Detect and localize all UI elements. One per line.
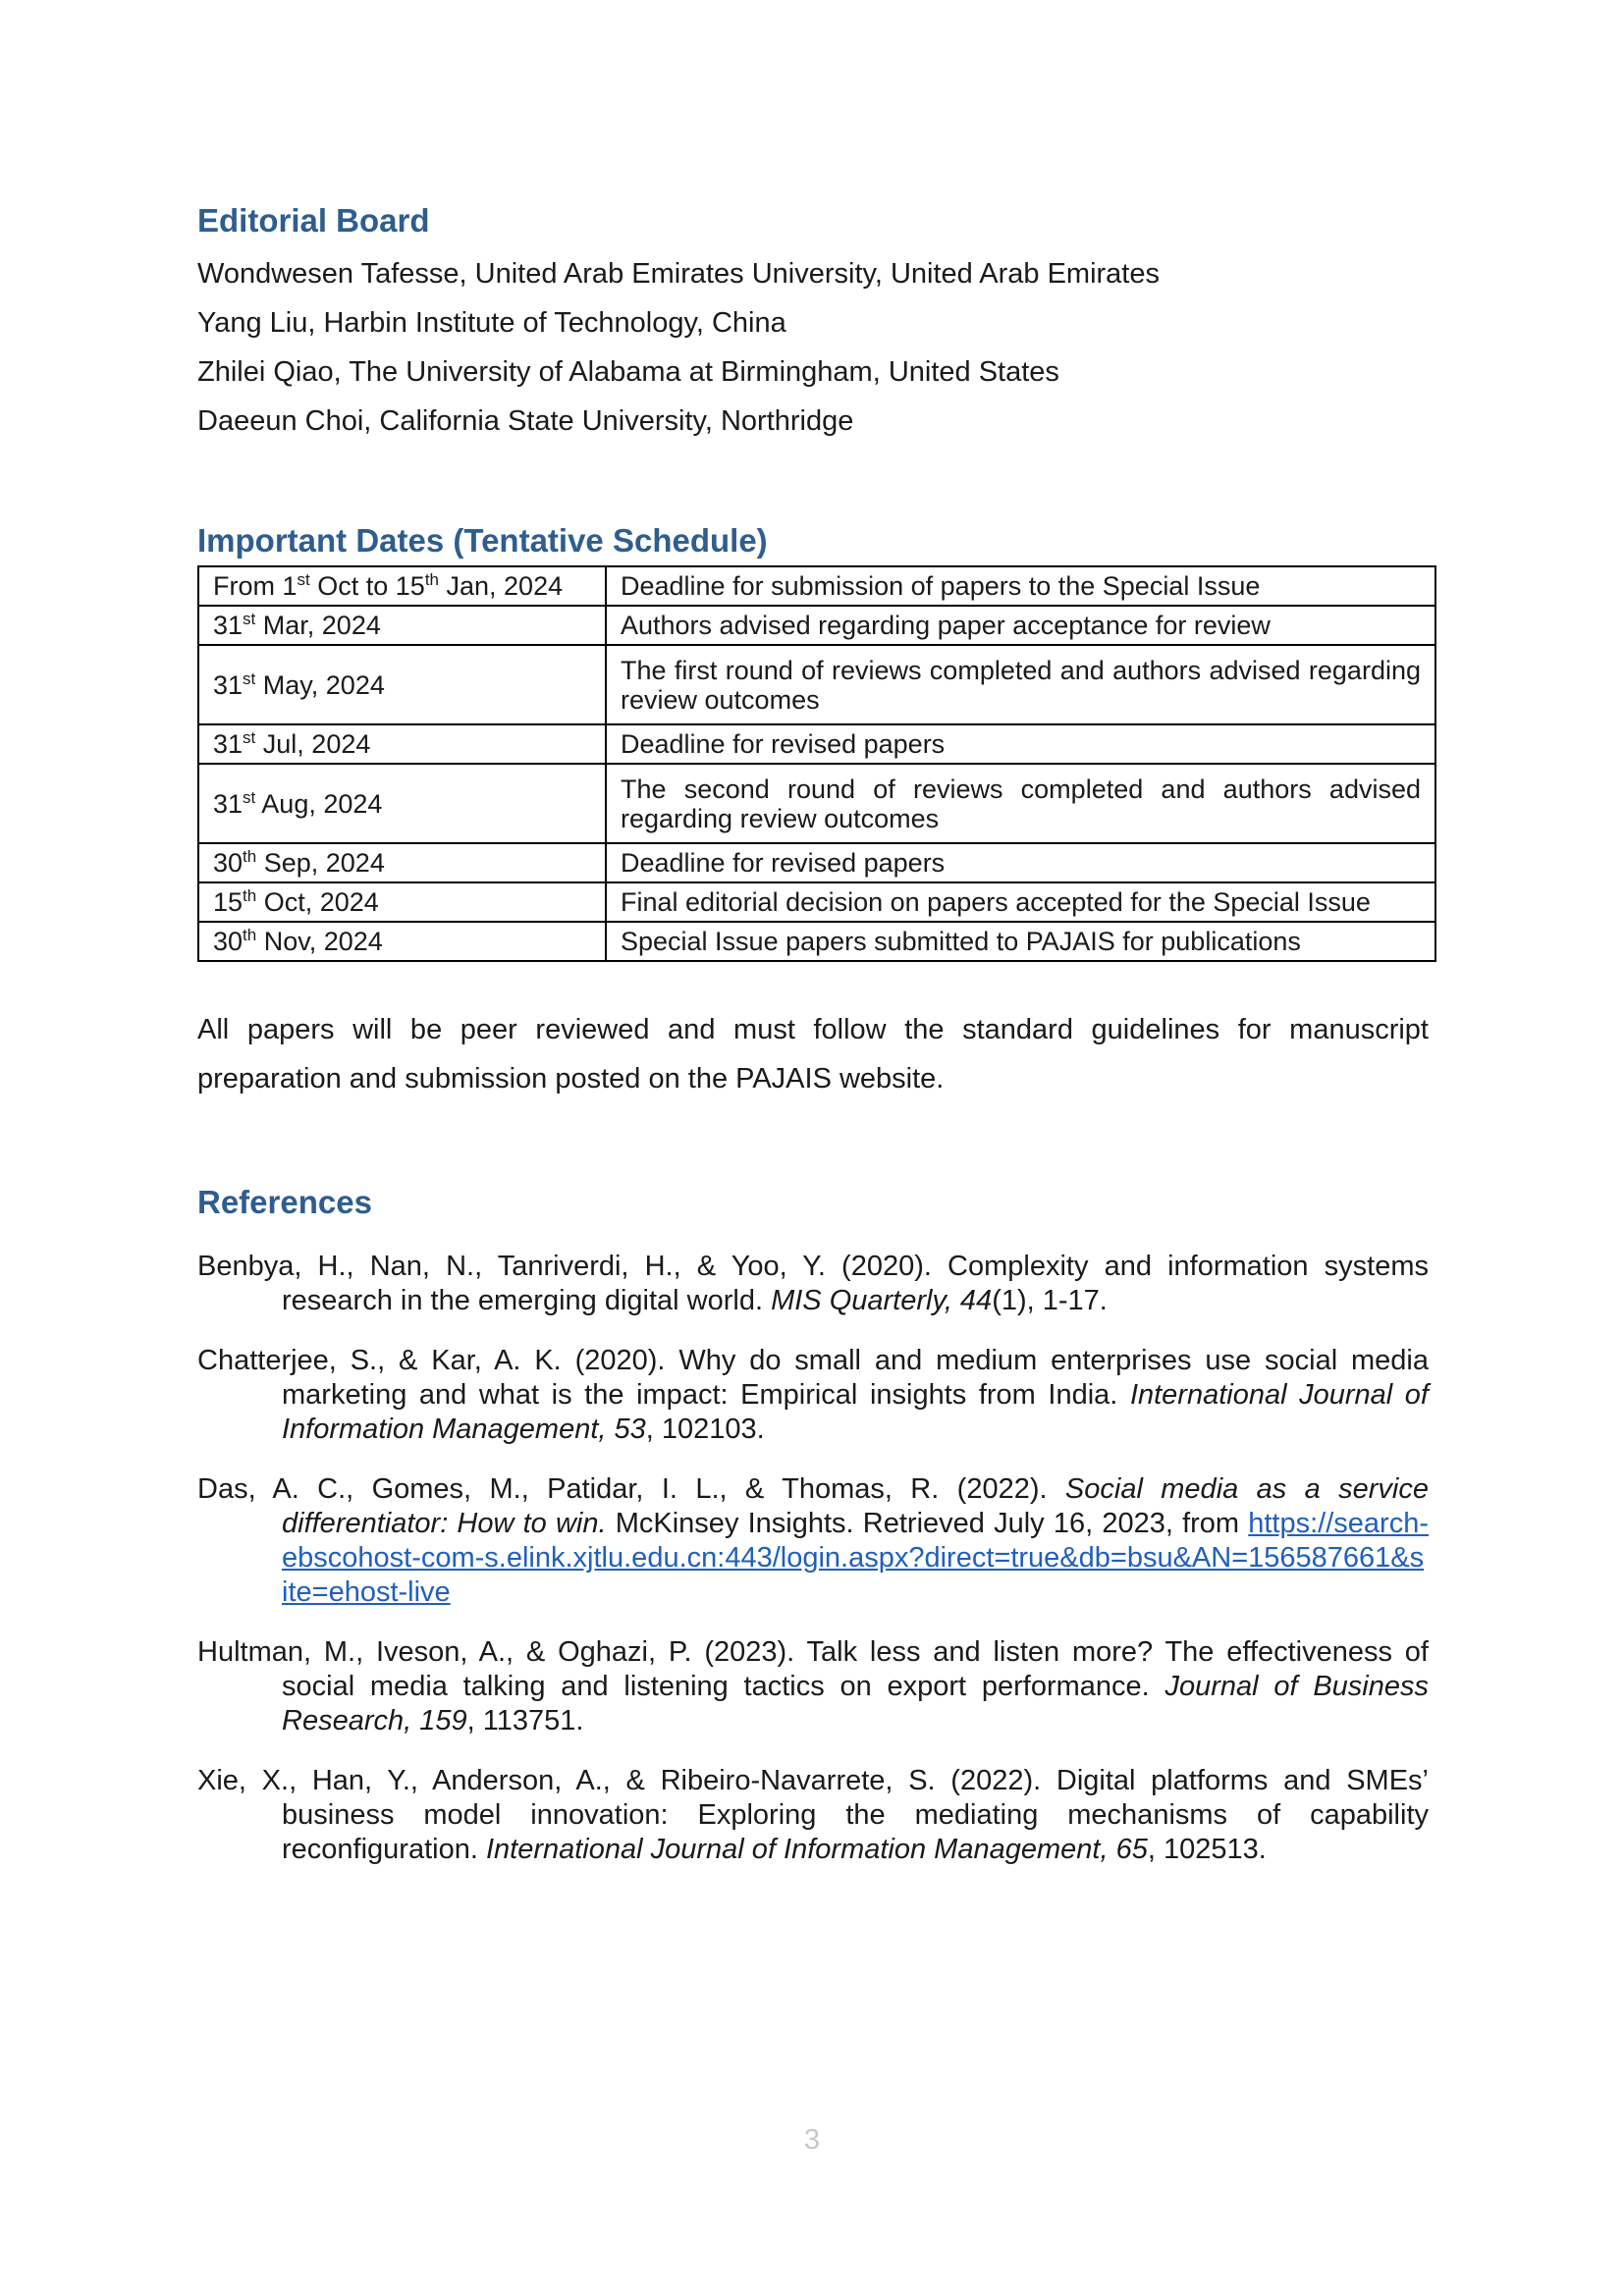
description-cell: Deadline for revised papers — [606, 724, 1435, 764]
date-cell: 31st May, 2024 — [198, 645, 606, 724]
date-cell: 30th Sep, 2024 — [198, 843, 606, 882]
date-cell: 31st Mar, 2024 — [198, 606, 606, 645]
board-member: Zhilei Qiao, The University of Alabama at Birmingham, United States — [197, 356, 1059, 388]
table-row — [198, 645, 1435, 724]
table-row — [198, 922, 1435, 961]
reference-item: Benbya, H., Nan, N., Tanriverdi, H., & Yoo, Y. (2020). Complexity and information systems research in the emerging digital world. MIS Quarterly, 44(1), 1-17. — [197, 1251, 1429, 1316]
editorial-board-heading: Editorial Board — [197, 202, 430, 239]
important-dates-heading: Important Dates (Tentative Schedule) — [197, 522, 768, 559]
description-cell: Deadline for revised papers — [606, 843, 1435, 882]
table-row — [198, 764, 1435, 843]
date-cell: From 1st Oct to 15th Jan, 2024 — [198, 566, 606, 606]
review-note: All papers will be peer reviewed and must follow the standard guidelines for manuscript preparation and submission posted on the PAJAIS website. — [197, 1014, 1429, 1095]
reference-link[interactable]: https://search-ebscohost-com-s.elink.xjtlu.edu.cn:443/login.aspx?direct=true&db=bsu&AN=156587661&site=ehost-live — [282, 1508, 1429, 1608]
reference-item: Xie, X., Han, Y., Anderson, A., & Ribeiro-Navarrete, S. (2022). Digital platforms and SMEs’ business model innovation: Exploring the mediating mechanisms of capability reconfiguration. International Journal of Information Management, 65, 102513. — [197, 1765, 1429, 1865]
table-row — [198, 724, 1435, 764]
references-list — [197, 1250, 1429, 1893]
page-number: 3 — [803, 2124, 821, 2156]
reference-item: Hultman, M., Iveson, A., & Oghazi, P. (2023). Talk less and listen more? The effectiveness of social media talking and listening tactics on export performance. Journal of Business Research, 159, 113751. — [197, 1636, 1429, 1736]
description-cell: Authors advised regarding paper acceptance for review — [606, 606, 1435, 645]
description-cell: Final editorial decision on papers accepted for the Special Issue — [606, 882, 1435, 922]
table-row — [198, 606, 1435, 645]
table-row — [198, 566, 1435, 606]
date-cell: 30th Nov, 2024 — [198, 922, 606, 961]
references-heading: References — [197, 1184, 372, 1220]
description-cell: The first round of reviews completed and authors advised regarding review outcomes — [606, 645, 1435, 724]
reference-item: Chatterjee, S., & Kar, A. K. (2020). Why do small and medium enterprises use social media marketing and what is the impact: Empirical insights from India. International Journal of Information Management, 53, 102103. — [197, 1345, 1429, 1445]
description-cell: The second round of reviews completed and authors advised regarding review outcomes — [606, 764, 1435, 843]
description-cell: Deadline for submission of papers to the Special Issue — [606, 566, 1435, 606]
editorial-board-list — [197, 249, 1160, 446]
table-row — [198, 882, 1435, 922]
board-member: Wondwesen Tafesse, United Arab Emirates University, United Arab Emirates — [197, 258, 1160, 290]
important-dates-table — [197, 565, 1436, 962]
board-member: Daeeun Choi, California State University, Northridge — [197, 405, 854, 437]
date-cell: 31st Aug, 2024 — [198, 764, 606, 843]
table-row — [198, 843, 1435, 882]
board-member: Yang Liu, Harbin Institute of Technology, China — [197, 307, 786, 339]
date-cell: 31st Jul, 2024 — [198, 724, 606, 764]
description-cell: Special Issue papers submitted to PAJAIS for publications — [606, 922, 1435, 961]
reference-item: Das, A. C., Gomes, M., Patidar, I. L., & Thomas, R. (2022). Social media as a service differentiator: How to win. McKinsey Insights. Retrieved July 16, 2023, from https://search-ebscohost-com-s.elink.xjtlu.edu.cn:443/login.aspx?direct=true&db=bsu&AN=156587661&site=ehost-live — [197, 1473, 1429, 1608]
date-cell: 15th Oct, 2024 — [198, 882, 606, 922]
